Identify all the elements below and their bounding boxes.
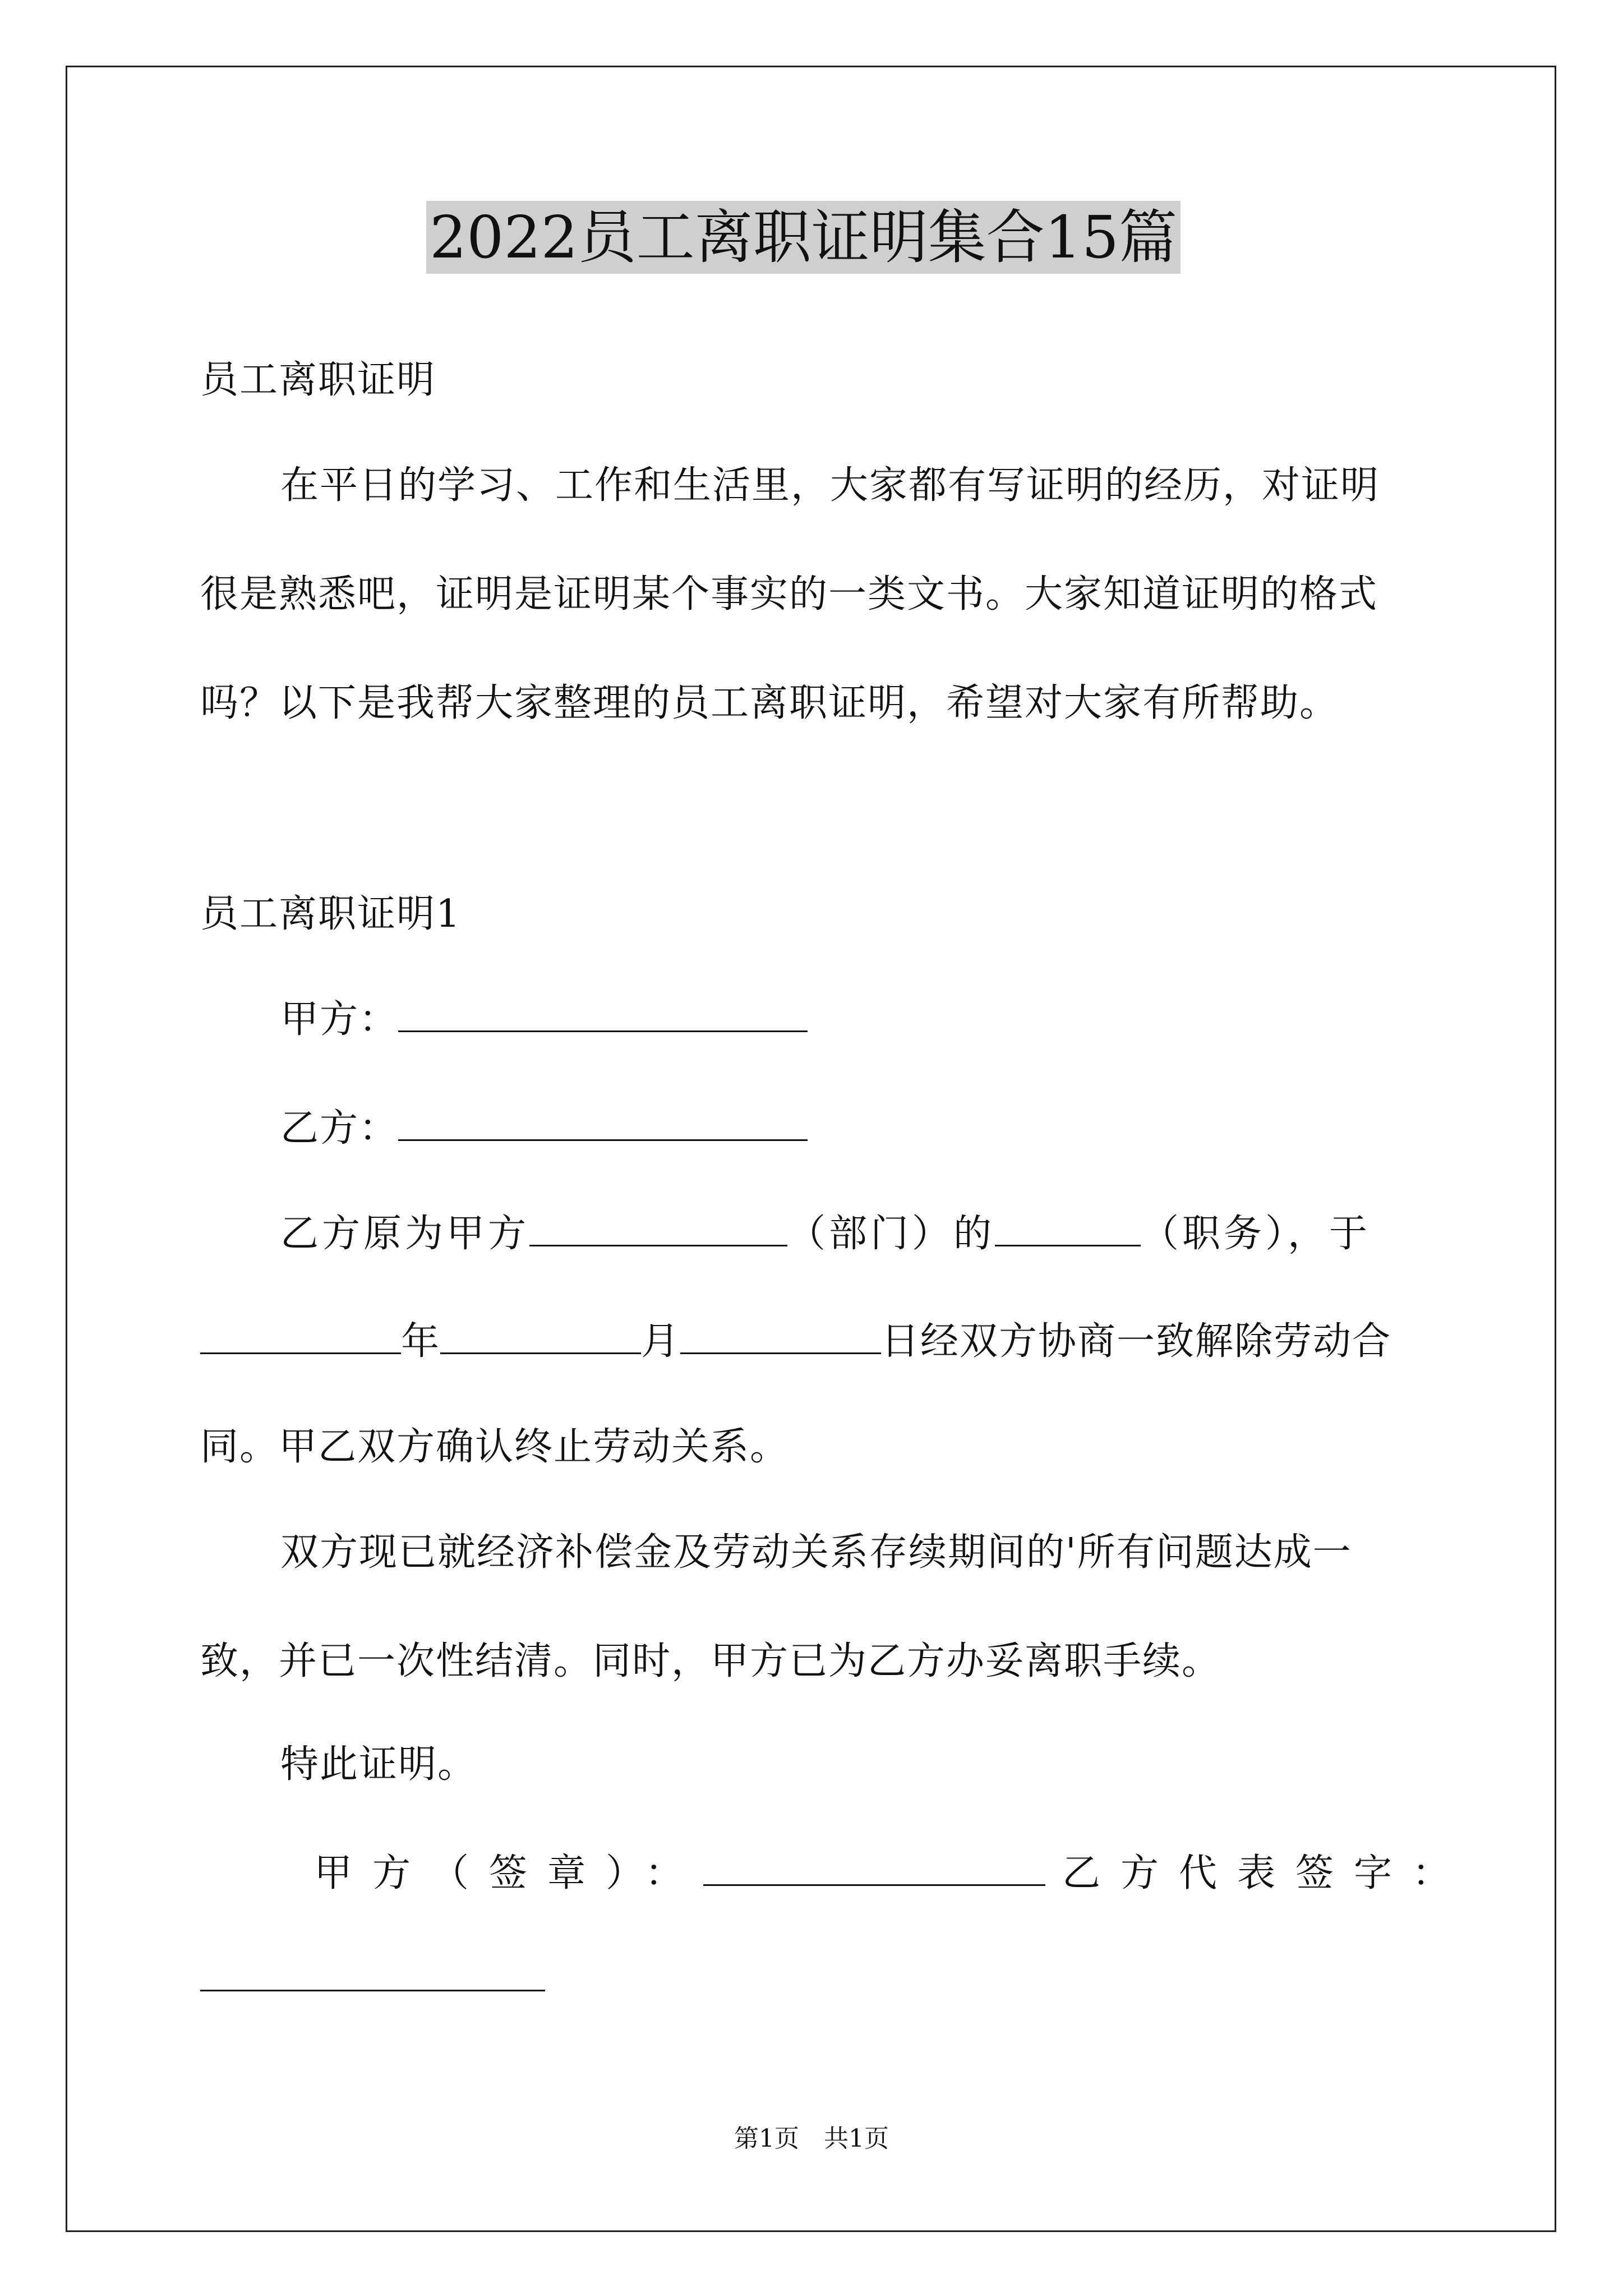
month-label: 月 (641, 1319, 681, 1364)
intro-line-2: 很是熟悉吧，证明是证明某个事实的一类文书。大家知道证明的格式 (200, 572, 1378, 616)
document-title: 2022员工离职证明集合15篇 (426, 201, 1181, 274)
para1-day-rest: 日经双方协商一致解除劳动合 (881, 1319, 1392, 1364)
department-blank (529, 1212, 787, 1246)
para1-part2: （部门）的 (787, 1212, 995, 1256)
intro-heading: 员工离职证明 (200, 358, 436, 402)
para2-line-1: 双方现已就经济补偿金及劳动关系存续期间的'所有问题达成一 (280, 1530, 1352, 1575)
certify-text: 特此证明。 (280, 1742, 477, 1787)
party-a-blank (398, 998, 808, 1032)
para1-part3: （职务），于 (1141, 1212, 1371, 1256)
month-blank (440, 1320, 641, 1354)
section-heading: 员工离职证明1 (200, 892, 462, 936)
party-a-label: 甲方： (280, 997, 399, 1042)
year-label: 年 (401, 1319, 441, 1364)
sign-a-blank (703, 1852, 1045, 1886)
sign-b-line (200, 1957, 545, 2001)
party-a-line (280, 997, 808, 1042)
page-footer: 第1页 共1页 (734, 2124, 889, 2153)
day-blank (680, 1320, 881, 1354)
para1-line-2 (200, 1319, 1391, 1364)
party-b-blank (398, 1107, 808, 1141)
para1-part1: 乙方原为甲方 (280, 1212, 530, 1256)
year-blank (200, 1320, 401, 1354)
position-blank (995, 1212, 1141, 1246)
party-b-line (280, 1106, 808, 1151)
sign-b-label: 乙方代表签字： (1062, 1851, 1471, 1895)
intro-line-3: 吗？以下是我帮大家整理的员工离职证明，希望对大家有所帮助。 (200, 681, 1339, 725)
para1-line-1 (280, 1212, 1371, 1257)
intro-line-1: 在平日的学习、工作和生活里，大家都有写证明的经历，对证明 (280, 463, 1380, 508)
signature-line (314, 1851, 1470, 1896)
sign-a-label: 甲方（签章）： (314, 1851, 704, 1895)
para2-line-2: 致，并已一次性结清。同时，甲方已为乙方办妥离职手续。 (200, 1639, 1221, 1683)
para1-line-3: 同。甲乙双方确认终止劳动关系。 (200, 1425, 790, 1469)
sign-b-blank (200, 1957, 545, 1991)
party-b-label: 乙方： (280, 1106, 399, 1151)
